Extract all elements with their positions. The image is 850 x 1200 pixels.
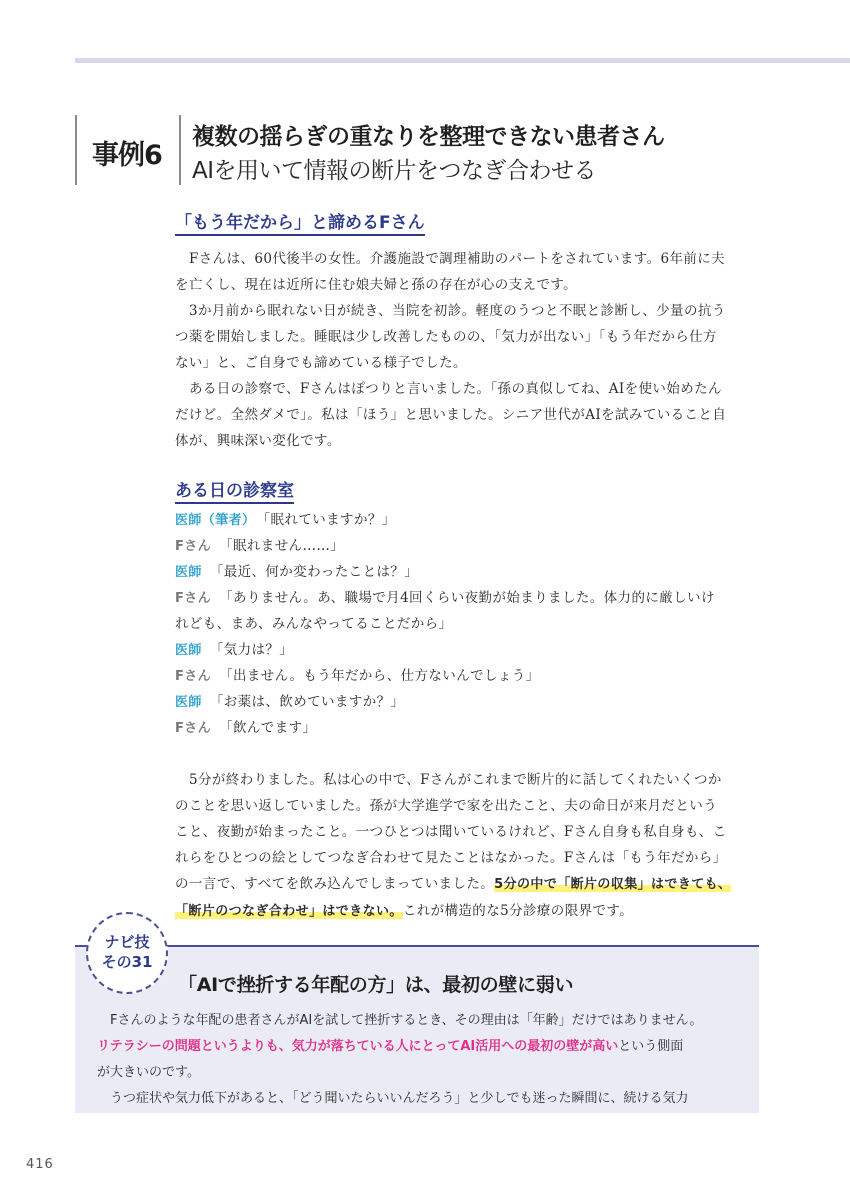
dialogue-line [175,559,775,585]
speaker-doctor: 医師（筆者） [175,513,256,528]
case-left-bar [75,115,77,185]
text-line [175,898,745,925]
section-heading-f-san: 「もう年だから」と諦めるFさん [175,208,425,236]
section-heading-exam-room: ある日の診察室 [175,476,294,504]
dialogue-text: 「最近、何か変わったことは？」 [209,564,419,580]
speaker-doctor: 医師 [175,695,202,710]
dialogue-text: 「気力は？」 [209,642,294,658]
speaker-patient: Fさん [175,669,212,684]
text-line: 5分が終わりました。私は心の中で、Fさんがこれまで断片的に話してくれたいくつか [189,772,722,788]
navi-badge-number: その31 [101,953,153,971]
speaker-doctor: 医師 [175,643,202,658]
speaker-doctor: 医師 [175,565,202,580]
text-line: れらをひとつの絵としてつなぎ合わせて見たことはなかった。Fさんは「もう年だから」 [175,850,727,866]
dialogue-line [175,585,775,611]
text-line: ない」と、ご自身でも諦めている様子でした。 [175,355,467,371]
highlighted-text: 「断片のつなぎ合わせ」はできない。 [175,904,403,919]
text-line: こと、夜勤が始まったこと。一つひとつは聞いているけれど、Fさん自身も私自身も、こ [175,824,727,840]
text-line: のことを思い返していました。孫が大学進学で家を出たこと、夫の命日が来月だという [175,798,718,814]
dialogue-line [175,637,775,663]
dialogue [175,507,775,741]
dialogue-text: 「お薬は、飲めていますか？」 [209,694,405,710]
case-title: 複数の揺らぎの重なりを整理できない患者さん [192,124,665,150]
text-segment: という側面 [618,1039,684,1054]
navi-tip-rule [75,945,759,947]
dialogue-text: 「眠れません……」 [219,538,345,554]
text-line: Fさんのような年配の患者さんがAIを試して挫折するとき、その理由は「年齢」だけではありません。 [110,1013,703,1028]
navi-tip-badge [86,912,168,994]
speaker-patient: Fさん [175,591,212,606]
dialogue-line [175,507,775,533]
text-line [97,1034,747,1060]
paragraph-2 [175,298,745,376]
dialogue-line [175,663,775,689]
speaker-patient: Fさん [175,721,212,736]
text-line: うつ症状や気力低下があると、「どう聞いたらいいんだろう」と少しでも迷った瞬間に、続ける気力 [110,1091,689,1106]
case-divider [179,115,181,185]
case-subtitle: AIを用いて情報の断片をつなぎ合わせる [192,158,597,184]
text-line: が大きいのです。 [97,1065,200,1080]
text-line: を亡くし、現在は近所に住む娘夫婦と孫の存在が心の支えです。 [175,277,578,293]
text-line [175,871,745,898]
text-line: つ薬を開始しました。睡眠は少し改善したものの、「気力が出ない」「もう年だから仕方 [175,329,717,345]
navi-badge-label: ナビ技 [104,933,150,951]
dialogue-line [175,533,775,559]
paragraph-4 [175,767,745,925]
dialogue-text: 「眠れていますか？」 [263,512,396,528]
text-segment: の一言で、すべてを飲み込んでしまっていました。 [175,876,495,892]
text-line: 3か月前から眠れない日が続き、当院を初診。軽度のうつと不眠と診断し、少量の抗う [189,303,726,319]
dialogue-line-continued [175,611,775,637]
dialogue-text: 「飲んでます」 [219,720,317,736]
highlighted-text: 5分の中で「断片の収集」はできても、 [494,877,732,892]
navi-tip-title: 「AIで挫折する年配の方」は、最初の壁に弱い [178,974,574,996]
text-line: だけど。全然ダメで」。私は「ほう」と思いました。シニア世代がAIを試みていること自 [175,407,727,423]
dialogue-line [175,689,775,715]
dialogue-text: 「ありません。あ、職場で月4回くらい夜勤が始まりました。体力的に厳しいけ [219,590,715,606]
paragraph-1 [175,246,745,298]
navi-tip-body [97,1008,747,1112]
dialogue-line [175,715,775,741]
emphasized-text: リテラシーの問題というよりも、気力が落ちている人にとってAI活用への最初の壁が高い [97,1039,619,1054]
paragraph-3 [175,376,745,454]
text-line: Fさんは、60代後半の女性。介護施設で調理補助のパートをされています。6年前に夫 [189,251,726,267]
dialogue-text: 「出ません。もう年だから、仕方ないんでしょう」 [219,668,540,684]
case-header [75,115,775,185]
top-rule [75,58,850,63]
page-number: 416 [26,1157,54,1172]
speaker-patient: Fさん [175,539,212,554]
case-label: 事例6 [92,140,162,171]
text-line: 体が、興味深い変化です。 [175,433,341,449]
text-line: ある日の診察で、Fさんはぽつりと言いました。「孫の真似してね、AIを使い始めたん [189,381,722,397]
text-segment: これが構造的な5分診療の限界です。 [402,903,634,919]
dialogue-text: れども、まあ、みんなやってることだから」 [175,616,453,632]
